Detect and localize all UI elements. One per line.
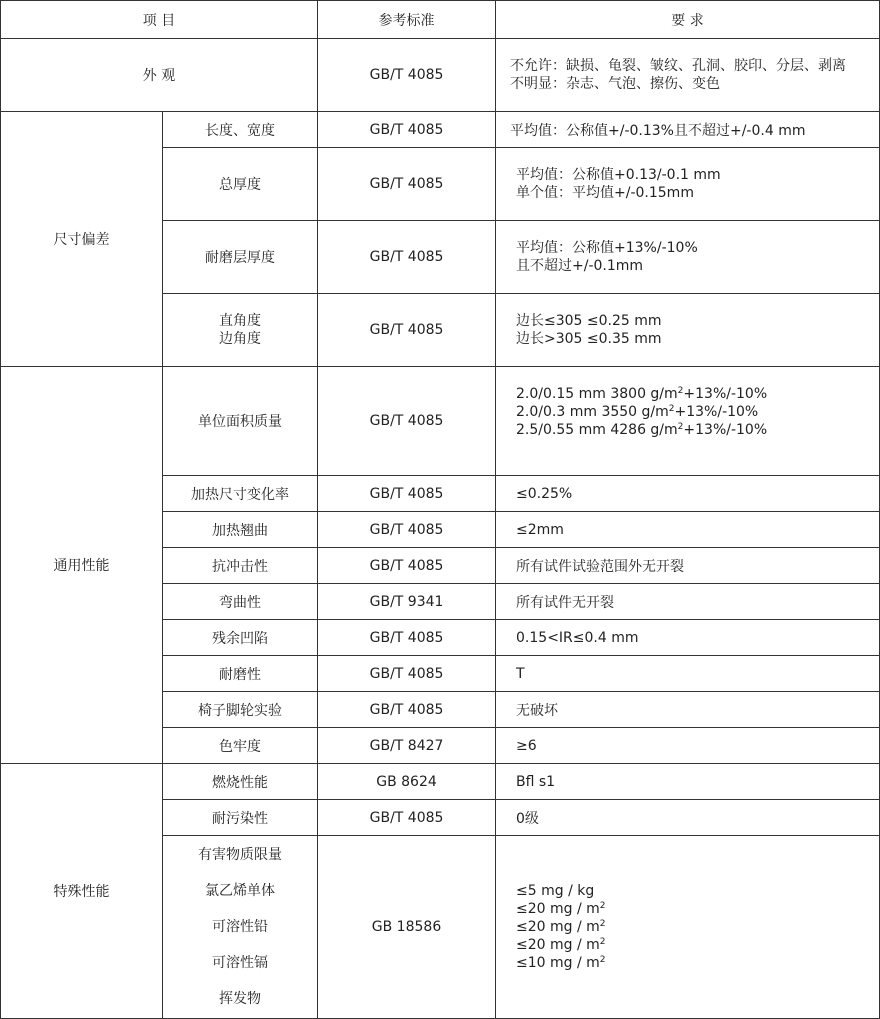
item-requirement [496, 221, 880, 294]
item-standard: GB 18586 [318, 836, 496, 1019]
item-standard: GB/T 4085 [318, 294, 496, 367]
item-requirement: 0.15<IR≤0.4 mm [496, 620, 880, 656]
requirement-line: 单个值：平均值+/-0.15mm [516, 185, 694, 201]
group-special: 特殊性能 [1, 764, 163, 1019]
requirement-line: 平均值：公称值+13%/-10% [516, 240, 698, 256]
item-name: 加热尺寸变化率 [163, 476, 318, 512]
req-sup: 2 [599, 937, 606, 947]
item-name: 椅子脚轮实验 [163, 692, 318, 728]
item-standard: GB/T 4085 [318, 367, 496, 476]
item-standard: GB/T 4085 [318, 148, 496, 221]
requirement-line [516, 882, 879, 900]
item-requirement: 所有试件试验范围外无开裂 [496, 548, 880, 584]
hazard-name: 氯乙烯单体 [205, 883, 275, 899]
item-name: 燃烧性能 [163, 764, 318, 800]
requirement-line [516, 954, 879, 972]
appearance-requirement [496, 39, 880, 112]
hazard-name: 挥发物 [219, 991, 261, 1007]
requirement-line: 边长≤305 ≤0.25 mm [516, 313, 662, 329]
item-standard: GB/T 4085 [318, 548, 496, 584]
item-standard: GB/T 4085 [318, 476, 496, 512]
item-name: 加热翘曲 [163, 512, 318, 548]
item-standard: GB 8624 [318, 764, 496, 800]
item-requirement: ≥6 [496, 728, 880, 764]
requirement-line: 平均值：公称值+0.13/-0.1 mm [516, 167, 721, 183]
requirement-line [516, 385, 879, 403]
requirement-line: 不明显：杂志、气泡、擦伤、变色 [510, 76, 721, 92]
group-general: 通用性能 [1, 367, 163, 764]
item-standard: GB/T 4085 [318, 112, 496, 148]
hazard-name: 可溶性铅 [212, 919, 268, 935]
item-name [163, 836, 318, 1019]
item-requirement: 无破坏 [496, 692, 880, 728]
item-standard: GB/T 4085 [318, 692, 496, 728]
header-item: 项 目 [1, 1, 318, 39]
item-requirement [496, 148, 880, 221]
general-row [1, 367, 880, 476]
item-standard: GB/T 4085 [318, 800, 496, 836]
item-standard: GB/T 4085 [318, 512, 496, 548]
hazard-name: 有害物质限量 [198, 847, 282, 863]
req-sup: 2 [677, 386, 684, 396]
req-text: ≤20 mg / m [516, 919, 600, 935]
item-name: 耐磨层厚度 [163, 221, 318, 294]
hazard-name: 可溶性镉 [212, 955, 268, 971]
special-row [1, 764, 880, 800]
requirement-line: 且不超过+/-0.1mm [516, 258, 644, 274]
req-sup: 2 [668, 404, 675, 414]
req-sup: 2 [677, 422, 684, 432]
req-text: 2.0/0.15 mm 3800 g/m [516, 386, 678, 402]
item-requirement: 所有试件无开裂 [496, 584, 880, 620]
item-requirement: Bfl s1 [496, 764, 880, 800]
item-requirement: T [496, 656, 880, 692]
item-name: 单位面积质量 [163, 367, 318, 476]
req-text: +13%/-10% [674, 404, 759, 420]
item-name [163, 294, 318, 367]
requirement-line [516, 421, 879, 439]
item-name: 抗冲击性 [163, 548, 318, 584]
item-name: 弯曲性 [163, 584, 318, 620]
req-sup: 2 [599, 901, 606, 911]
item-requirement: 0级 [496, 800, 880, 836]
appearance-row [1, 39, 880, 112]
requirement-line [516, 918, 879, 936]
requirement-line: 不允许：缺损、龟裂、皱纹、孔洞、胶印、分层、剥离 [510, 58, 847, 74]
item-name: 耐污染性 [163, 800, 318, 836]
dimension-row [1, 112, 880, 148]
requirement-line [516, 936, 879, 954]
item-standard: GB/T 4085 [318, 221, 496, 294]
item-requirement [496, 367, 880, 476]
item-standard: GB/T 4085 [318, 656, 496, 692]
item-name: 色牢度 [163, 728, 318, 764]
req-text: +13%/-10% [683, 422, 768, 438]
item-requirement: ≤2mm [496, 512, 880, 548]
req-text: ≤20 mg / m [516, 901, 600, 917]
header-row [1, 1, 880, 39]
header-requirement: 要 求 [496, 1, 880, 39]
req-text: 2.5/0.55 mm 4286 g/m [516, 422, 678, 438]
requirement-line [516, 900, 879, 918]
item-requirement [496, 294, 880, 367]
item-name-line: 边角度 [219, 331, 261, 347]
item-standard: GB/T 8427 [318, 728, 496, 764]
requirement-line: 边长>305 ≤0.35 mm [516, 331, 662, 347]
item-name: 总厚度 [163, 148, 318, 221]
req-text: +13%/-10% [683, 386, 768, 402]
req-sup: 2 [599, 955, 606, 965]
req-text: 2.0/0.3 mm 3550 g/m [516, 404, 669, 420]
item-standard: GB/T 4085 [318, 620, 496, 656]
item-requirement: ≤0.25% [496, 476, 880, 512]
req-text: ≤10 mg / m [516, 955, 600, 971]
appearance-standard: GB/T 4085 [318, 39, 496, 112]
req-sup: 2 [599, 919, 606, 929]
item-name: 长度、宽度 [163, 112, 318, 148]
item-requirement [496, 836, 880, 1019]
item-standard: GB/T 9341 [318, 584, 496, 620]
req-text: ≤20 mg / m [516, 937, 600, 953]
item-requirement: 平均值：公称值+/-0.13%且不超过+/-0.4 mm [496, 112, 880, 148]
appearance-label: 外 观 [1, 39, 318, 112]
group-dimension: 尺寸偏差 [1, 112, 163, 367]
requirement-line [516, 403, 879, 421]
header-standard: 参考标准 [318, 1, 496, 39]
item-name: 耐磨性 [163, 656, 318, 692]
item-name: 残余凹陷 [163, 620, 318, 656]
item-name-line: 直角度 [219, 313, 261, 329]
req-text: ≤5 mg / kg [516, 883, 595, 899]
